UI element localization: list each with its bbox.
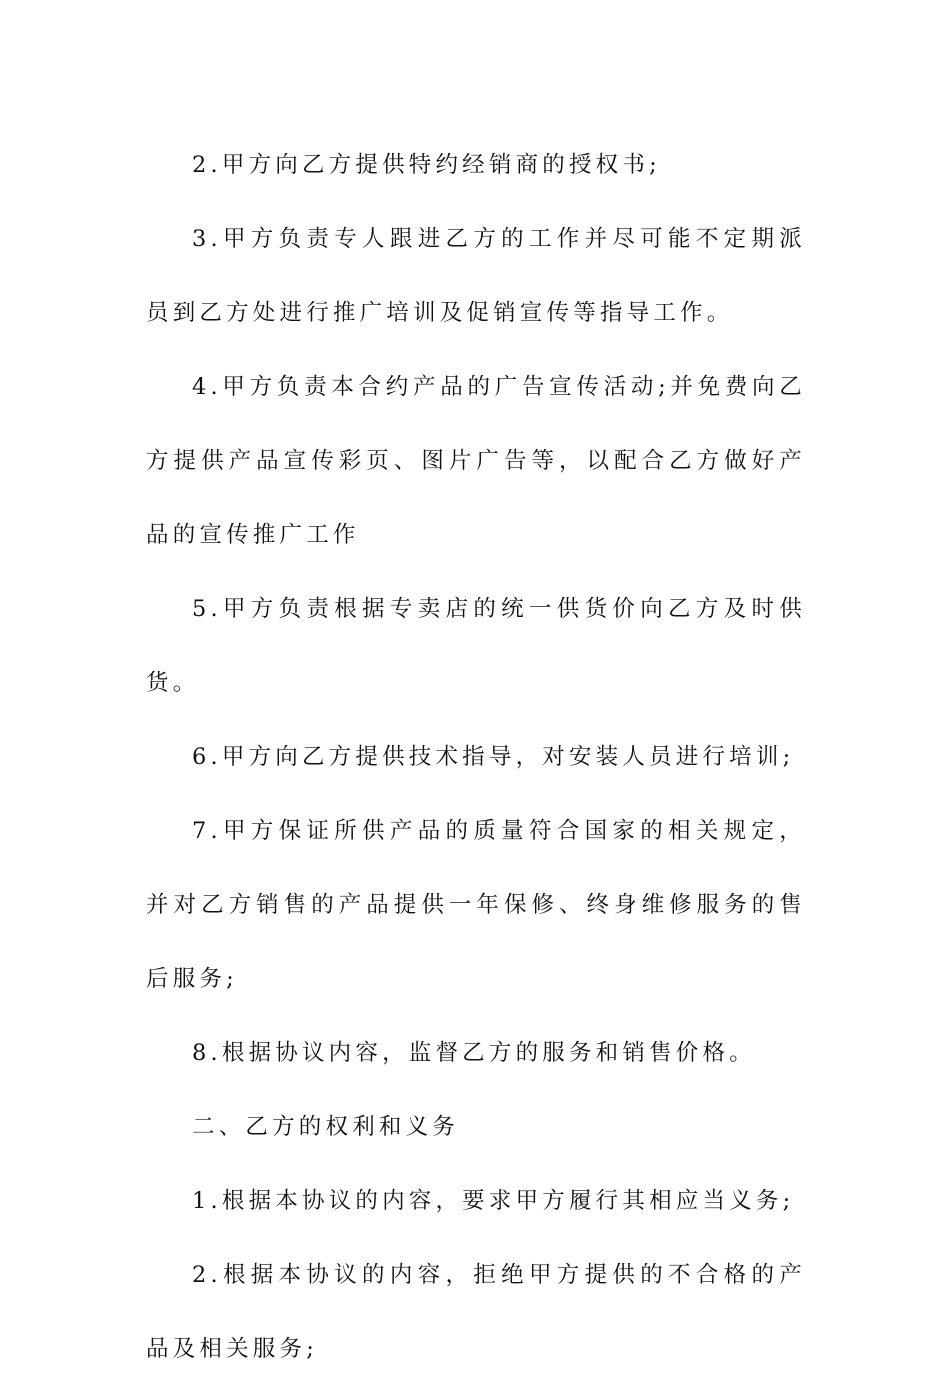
paragraph-party-b-clause-1: 1.根据本协议的内容，要求甲方履行其相应当义务;	[192, 1188, 795, 1214]
paragraph-party-b-clause-2: 2.根据本协议的内容，拒绝甲方提供的不合格的产品及相关服务;	[146, 1262, 806, 1362]
paragraph-clause-8: 8.根据协议内容，监督乙方的服务和销售价格。	[192, 1040, 756, 1066]
paragraph-clause-3: 3.甲方负责专人跟进乙方的工作并尽可能不定期派员到乙方处进行推广培训及促销宣传等指导工作。	[146, 226, 806, 326]
paragraph-clause-4: 4.甲方负责本合约产品的广告宣传活动;并免费向乙方提供产品宣传彩页、图片广告等，以配合乙方做好产品的宣传推广工作	[146, 374, 806, 548]
section-heading-party-b: 二、乙方的权利和义务	[192, 1114, 460, 1140]
paragraph-clause-5: 5.甲方负责根据专卖店的统一供货价向乙方及时供货。	[146, 596, 806, 696]
paragraph-clause-2: 2.甲方向乙方提供特约经销商的授权书;	[192, 152, 661, 178]
paragraph-clause-7: 7.甲方保证所供产品的质量符合国家的相关规定，并对乙方销售的产品提供一年保修、终身维修服务的售后服务;	[146, 818, 806, 992]
document-body	[146, 128, 806, 1386]
paragraph-clause-6: 6.甲方向乙方提供技术指导，对安装人员进行培训;	[192, 744, 795, 770]
